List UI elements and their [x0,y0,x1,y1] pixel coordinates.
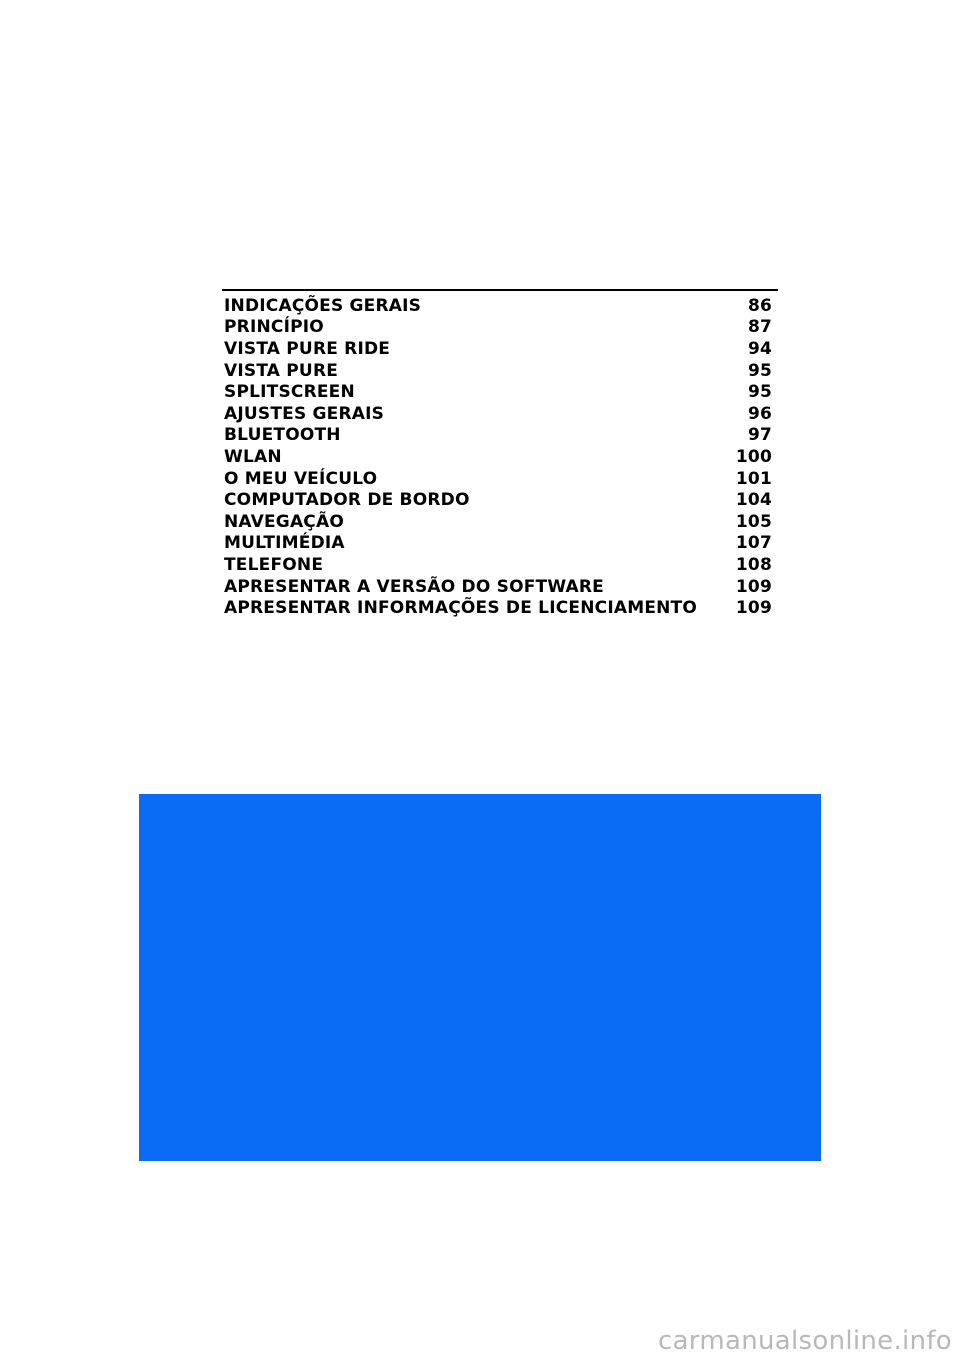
toc-entry[interactable] [222,403,778,425]
toc-entry[interactable] [222,554,778,576]
toc-entry[interactable] [222,317,778,339]
toc-entry[interactable] [222,576,778,598]
toc-entry-title: NAVEGAÇÃO [224,511,344,532]
toc-entry-page: 86 [747,295,772,316]
toc-entry-page: 109 [735,576,772,597]
toc-entry[interactable] [222,360,778,382]
toc-entry-title: APRESENTAR A VERSÃO DO SOFTWARE [224,576,604,597]
toc-entry-title: O MEU VEÍCULO [224,468,378,489]
toc-entry-title: MULTIMÉDIA [224,533,345,554]
toc-entry[interactable] [222,295,778,317]
toc-entry-page: 109 [735,598,772,619]
watermark-text: carmanualsonline.info [657,1326,952,1356]
toc-entry-title: TELEFONE [224,554,324,575]
toc-entry-page: 94 [747,338,772,359]
toc-entry-title: VISTA PURE RIDE [224,338,391,359]
toc-entry[interactable] [222,338,778,360]
toc-entry[interactable] [222,511,778,533]
toc-entry-page: 87 [747,317,772,338]
toc-entry[interactable] [222,533,778,555]
toc-entry[interactable] [222,446,778,468]
toc-entry-title: APRESENTAR INFORMAÇÕES DE LICENCIAMENTO [224,598,698,619]
toc-entry-page: 107 [735,533,772,554]
toc-entry[interactable] [222,425,778,447]
toc-entry-page: 95 [747,382,772,403]
toc-entry-title: VISTA PURE [224,360,339,381]
toc-entry-page: 100 [735,446,772,467]
toc-entry-title: PRINCÍPIO [224,317,324,338]
toc-entry-title: SPLITSCREEN [224,382,355,403]
table-of-contents [222,289,778,619]
toc-entry-page: 104 [735,490,772,511]
toc-entry[interactable] [222,597,778,619]
toc-entry-page: 97 [747,425,772,446]
toc-entry-page: 95 [747,360,772,381]
toc-entry-page: 108 [735,554,772,575]
blue-panel [139,794,821,1161]
toc-entry-page: 101 [735,468,772,489]
toc-entry-page: 105 [735,511,772,532]
toc-entry-page: 96 [747,403,772,424]
toc-entry-title: BLUETOOTH [224,425,341,446]
toc-entry[interactable] [222,381,778,403]
toc-entry-title: AJUSTES GERAIS [224,403,385,424]
toc-entry-title: COMPUTADOR DE BORDO [224,490,470,511]
toc-entry-title: WLAN [224,446,282,467]
toc-entry[interactable] [222,489,778,511]
toc-entry[interactable] [222,468,778,490]
toc-entry-title: INDICAÇÕES GERAIS [224,295,422,316]
